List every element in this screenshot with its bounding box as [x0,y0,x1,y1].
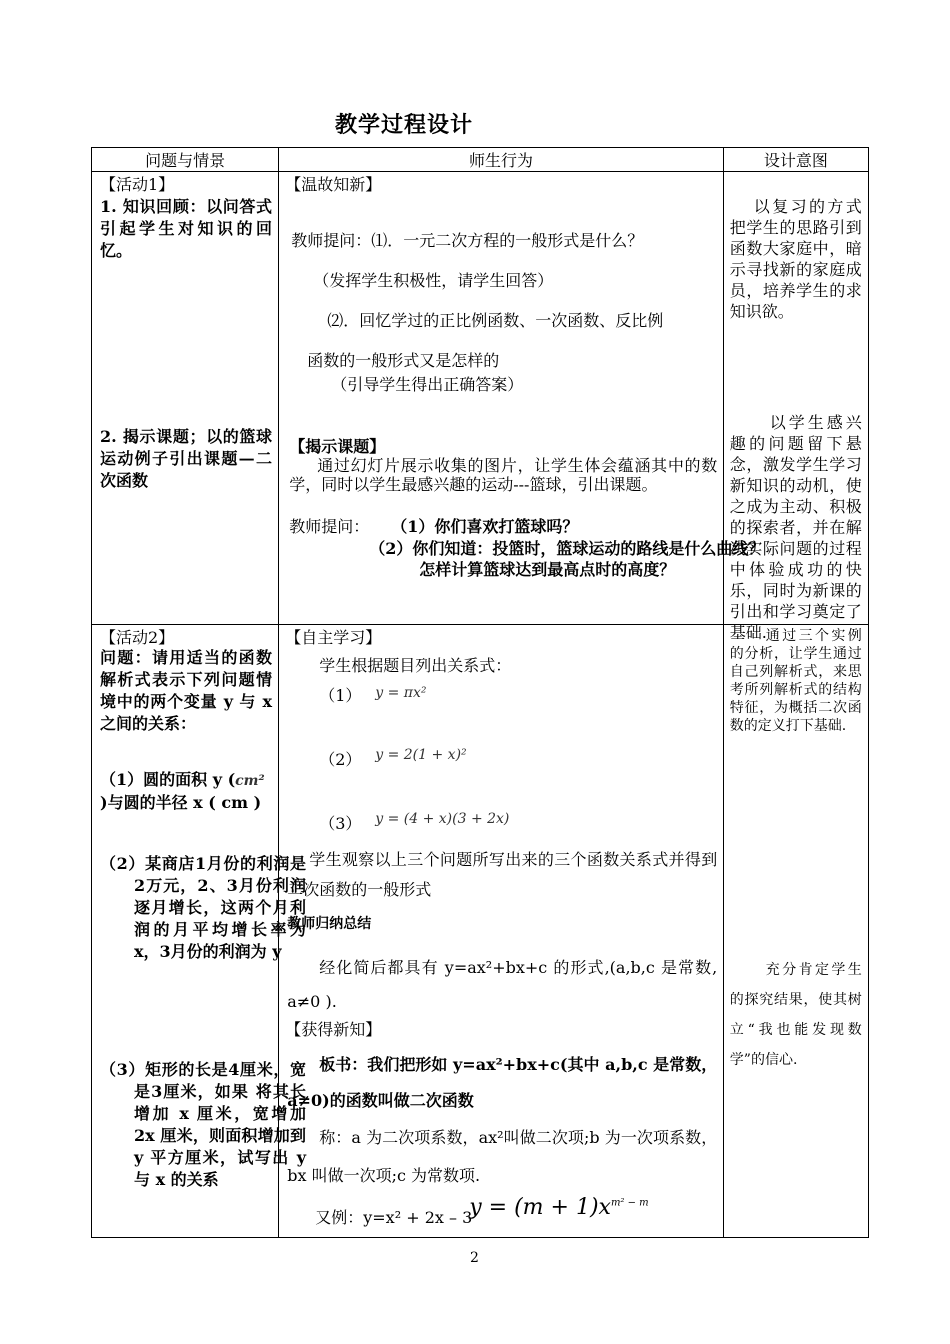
activity1-item1: 1. 知识回顾：以问答式引起学生对知识的回忆。 [100,197,272,260]
activity1-label: 【活动1】 [100,175,175,194]
expr3-label: （3） [319,814,362,833]
problem-1-text: （1）圆的面积 y ( [100,770,236,789]
problem-2: （2）某商店1月份的利润是2万元，2、3月份利润逐月增长，这两个月利润的月平均增长率为 x，3月份的利润为 y [100,854,306,961]
summary-heading: 教师归纳总结 [287,916,372,932]
example-formula-exponent: m² − m [610,1197,649,1209]
activity2-problem: 问题：请用适当的函数解析式表示下列问题情境中的两个变量 y 与 x 之间的关系： [100,648,272,733]
header-behavior: 师生行为 [279,148,724,172]
definition-text: 板书：我们把形如 y=ax²+bx+c(其中 a,b,c 是常数，a≠0)的函数叫做二次函数 [287,1055,718,1110]
expr1: y = πx² [375,685,427,701]
row1-behavior-cell [279,172,765,625]
expr2-label: （2） [319,750,362,769]
intent-1: 以复习的方式把学生的思路引到函数大家庭中，暗示寻找新的家庭成员，培养学生的求知识欲。 [729,197,862,321]
row1-scenario-cell [92,172,279,625]
table-header-row [92,148,869,172]
activity1-item2: 2. 揭示课题；以的篮球运动例子引出课题—二次函数 [100,427,272,490]
review-heading: 【温故知新】 [285,175,382,194]
problem-1-unit: cm² [235,773,265,789]
problem-1-text-b: )与圆的半径 x ( cm ) [100,793,262,812]
table-row-activity-1 [92,172,869,625]
summary-text: 经化简后都具有 y=ax²+bx+c 的形式,(a,b,c 是常数, a≠0 ). [287,958,718,1011]
question-2-cont: 函数的一般形式又是怎样的 [307,351,500,370]
table-row-activity-2 [92,625,869,1238]
row1-intent-cell [723,172,868,642]
question-2: ⑵．回忆学过的正比例函数、一次函数、反比例 [327,311,664,330]
page-title: 教学过程设计 [335,113,474,138]
problem-1 [100,769,280,814]
self-study-heading: 【自主学习】 [285,628,382,647]
expr1-label: （1） [319,686,362,705]
lesson-table [91,147,869,1238]
question-1: 教师提问：⑴．一元二次方程的一般形式是什么？ [291,231,644,250]
header-intent: 设计意图 [723,148,868,172]
example-formula-base: y = (m + 1)x [469,1195,611,1220]
row2-scenario-cell [92,625,306,1238]
example-formula [469,1195,648,1220]
page-number: 2 [470,1250,479,1266]
header-scenario: 问题与情景 [92,148,279,172]
row2-intent-cell [723,625,868,1238]
self-study-text: 学生根据题目列出关系式： [319,656,512,675]
terms-text: 称：a 为二次项系数，ax²叫做二次项;b 为一次项系数，bx 叫做一次项;c 为常数项. [287,1128,718,1185]
expr3: y = (4 + x)(3 + 2x) [375,811,510,827]
observe-text: 学生观察以上三个问题所写出来的三个函数关系式并得到二次函数的一般形式 [287,850,718,899]
row2-behavior-cell [279,625,724,1238]
problem-3: （3）矩形的长是4厘米，宽是3厘米，如果 将其长增加 x 厘米，宽增加 2x 厘米，则面积增加到 y 平方厘米，试写出 y 与 x 的关系 [100,1060,306,1189]
question-2-note: （引导学生得出正确答案） [331,375,524,394]
expr2: y = 2(1 + x)² [375,747,467,763]
example-label: 又例：y=x² + 2x – 3 [315,1208,473,1227]
ask-question-1: （1）你们喜欢打篮球吗？ [391,517,579,536]
reveal-heading: 【揭示课题】 [289,437,386,456]
question-1-note: （发挥学生积极性，请学生回答） [313,271,554,290]
ask-question-2: （2）你们知道：投篮时，篮球运动的路线是什么曲线？怎样计算篮球达到最高点时的高度？ [369,539,765,579]
intent-4: 充分肯定学生的探究结果，使其树立“我也能发现数学”的信心. [729,962,862,1068]
reveal-text: 通过幻灯片展示收集的图片，让学生体会蕴涵其中的数学，同时以学生最感兴趣的运动---篮球，引出课题。 [289,456,718,494]
new-knowledge-heading: 【获得新知】 [285,1020,382,1039]
intent-3: 通过三个实例的分析，让学生通过自己列解析式，来思考所列解析式的结构特征，为概括二次函数的定义打下基础. [729,628,862,734]
activity2-label: 【活动2】 [100,628,175,647]
intent-2: 以学生感兴趣的问题留下悬念，激发学生学习新知识的动机，使之成为主动、积极的探索者，并在解决实际问题的过程中体验成功的快乐，同时为新课的引出和学习奠定了基础. [729,413,862,642]
ask-label: 教师提问： [289,517,370,536]
